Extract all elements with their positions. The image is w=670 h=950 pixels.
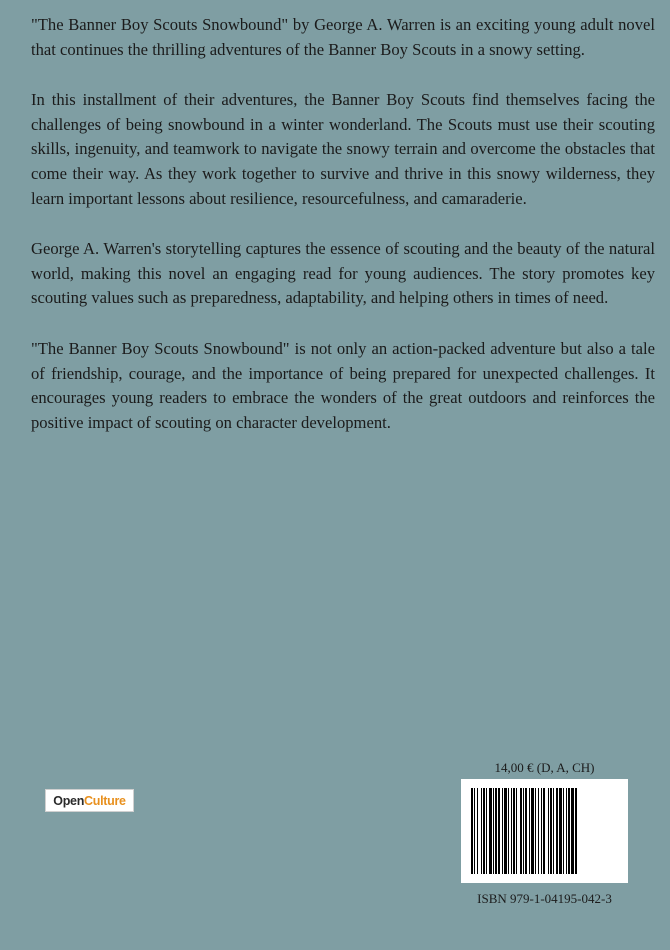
barcode-bar [571,788,574,874]
blurb-paragraph-2: In this installment of their adventures, the Banner Boy Scouts find themselves facing the challenges of being snowbound in a winter wonderland. The Scouts must use their scouting skills, ingenuity, and teamwork to navigate the snowy terrain and overcome the obstacles that come their way. As they work together to survive and thrive in this snowy wilderness, they learn important lessons about resilience, resourcefulness, and camaraderie. [31,90,655,208]
barcode-bar [541,788,542,874]
barcode-bar [486,788,487,874]
barcode-bar [538,788,539,874]
blurb-paragraph-4: "The Banner Boy Scouts Snowbound" is not only an action-packed adventure but also a tale of friendship, courage, and the importance of being prepared for unexpected challenges. It encourages young readers to embrace the wonders of the great outdoors and reinforces the positive impact of scouting on character development. [31,338,655,432]
barcode-bar [520,788,522,874]
barcode-bar [556,788,558,874]
barcode-bar [489,788,492,874]
barcode-bar [535,788,536,874]
barcode-bar [474,788,475,874]
barcode-bar [553,788,554,874]
barcode-bar [550,788,552,874]
barcode [461,779,628,883]
barcode-bar [477,788,478,874]
barcode-bar [493,788,494,874]
barcode-bar [525,788,527,874]
barcode-bar [568,788,570,874]
barcode-bar [495,788,497,874]
barcode-bar [504,788,507,874]
isbn-label: ISBN 979-1-04195-042-3 [477,891,612,906]
logo-text-open: Open [53,793,85,808]
barcode-bar [483,788,485,874]
barcode-bar [471,788,473,874]
barcode-graphic [461,779,628,883]
barcode-bar [575,788,577,874]
barcode-bar [516,788,517,874]
barcode-bar [481,788,482,874]
barcode-bar [548,788,549,874]
blurb-paragraph-1: "The Banner Boy Scouts Snowbound" by George A. Warren is an exciting young adult novel that continues the thrilling adventures of the Banner Boy Scouts in a snowy setting. [31,15,655,59]
barcode-bar [508,788,509,874]
barcode-bar [523,788,524,874]
barcode-bar [502,788,503,874]
back-cover-blurb [31,13,655,461]
barcode-bar [563,788,564,874]
barcode-bar [559,788,562,874]
barcode-bar [513,788,515,874]
barcode-bar [543,788,545,874]
blurb-paragraph-3: George A. Warren's storytelling captures the essence of scouting and the beauty of the natural world, making this novel an engaging read for young audiences. The story promotes key scouting values such as preparedness, adaptability, and helping others in times of need. [31,239,655,308]
barcode-bar [529,788,530,874]
barcode-bar [566,788,567,874]
barcode-bar [511,788,512,874]
barcode-bar [531,788,534,874]
publisher-logo [45,789,134,812]
logo-text-culture: Culture [84,793,126,808]
price-label: 14,00 € (D, A, CH) [494,760,595,775]
barcode-bar [498,788,500,874]
